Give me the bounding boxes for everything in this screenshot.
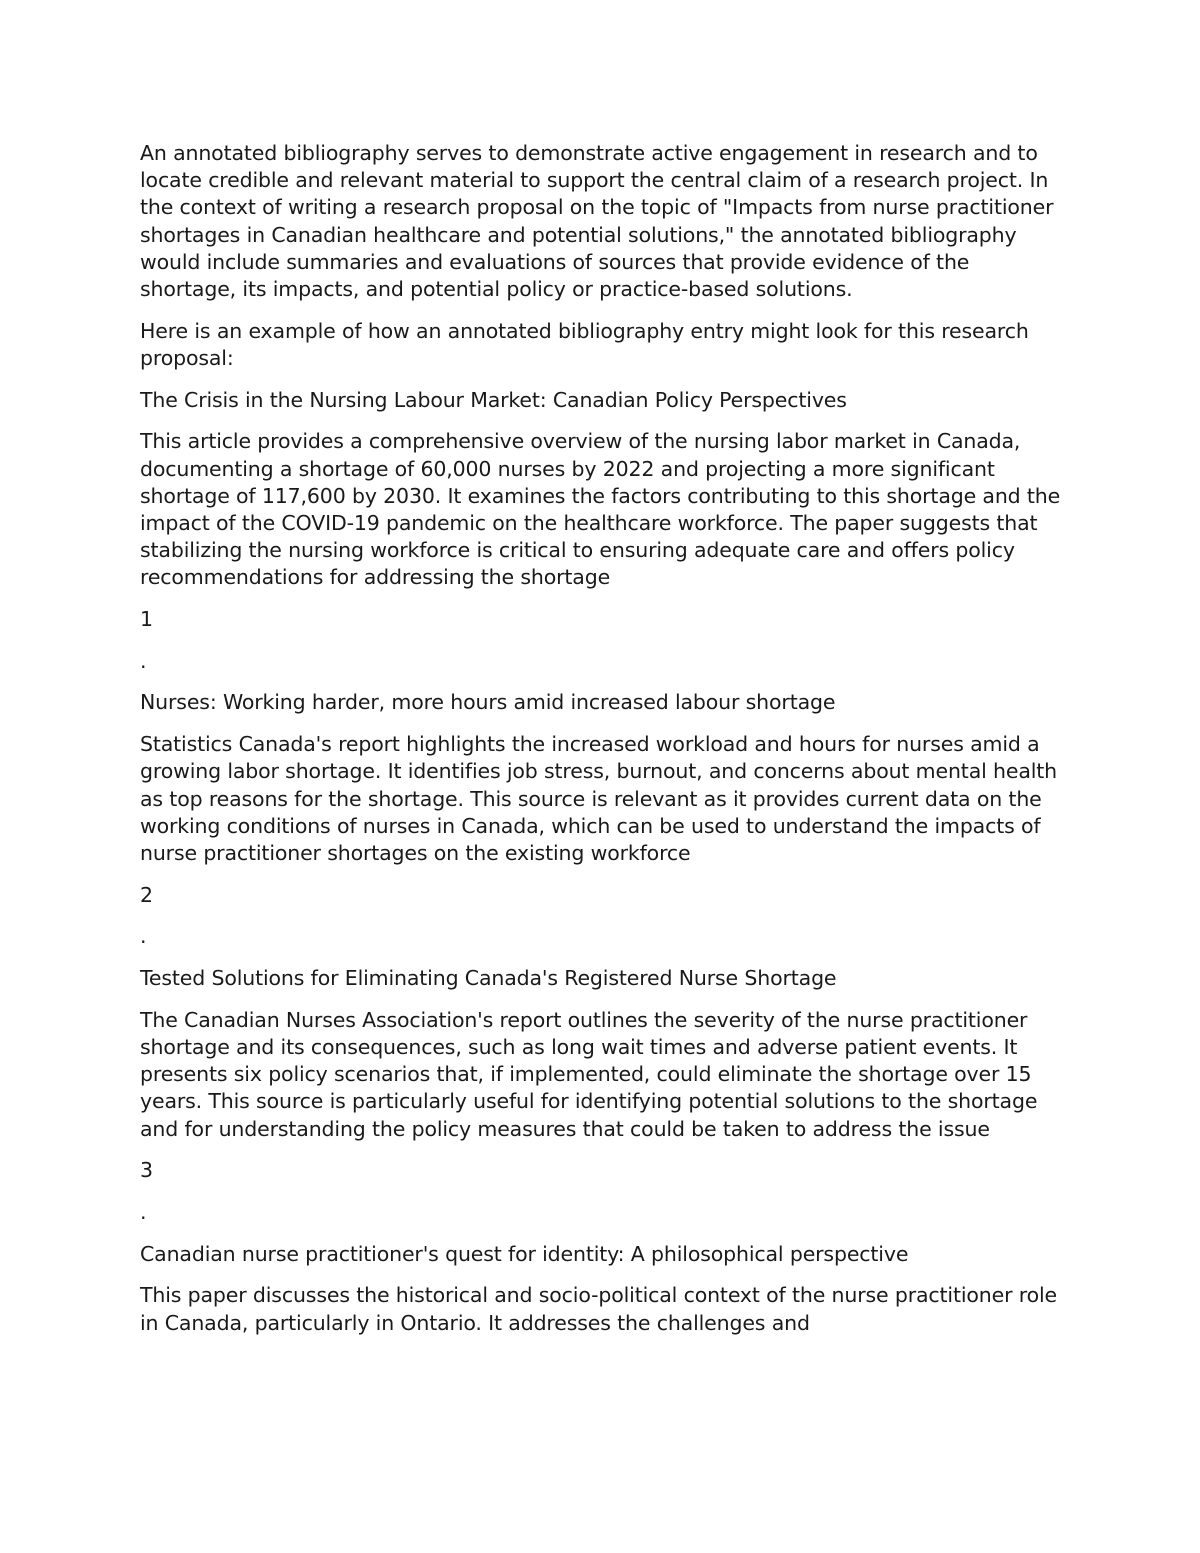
entry-title: The Crisis in the Nursing Labour Market: Canadian Policy Perspectives (140, 387, 847, 412)
bibliography-entry (140, 689, 1065, 950)
entry-reference-number: 3 (140, 1158, 153, 1183)
lead-in-paragraph: Here is an example of how an annotated bibliography entry might look for this research proposal: (140, 318, 1029, 370)
entry-title: Tested Solutions for Eliminating Canada's Registered Nurse Shortage (140, 966, 837, 991)
entry-reference-number: 2 (140, 882, 153, 907)
entry-annotation: Statistics Canada's report highlights the increased workload and hours for nurses amid a growing labor shortage. It identifies job stress, burnout, and concerns about mental health as top reasons for the shortage. This source is relevant as it provides current data on the working conditions of nurses in Canada, which can be used to understand the impacts of nurse practitioner shortages on the existing workforce (140, 732, 1058, 865)
entry-reference-dot: . (140, 1199, 147, 1224)
entry-reference-dot: . (140, 648, 147, 673)
entry-reference-number: 1 (140, 607, 153, 632)
entry-reference-dot: . (140, 924, 147, 949)
entry-annotation: This article provides a comprehensive overview of the nursing labor market in Canada, documenting a shortage of 60,000 nurses by 2022 and projecting a more significant shortage of 117,600 by 2030. It examines the factors contributing to this shortage and the impact of the COVID-19 pandemic on the healthcare workforce. The paper suggests that stabilizing the nursing workforce is critical to ensuring adequate care and offers policy recommendations for addressing the shortage (140, 429, 1061, 590)
bibliography-entry (140, 965, 1065, 1226)
entry-title: Nurses: Working harder, more hours amid increased labour shortage (140, 690, 836, 715)
entry-title: Canadian nurse practitioner's quest for identity: A philosophical perspective (140, 1241, 909, 1266)
document-page (140, 140, 1065, 1351)
intro-paragraph: An annotated bibliography serves to demonstrate active engagement in research and to locate credible and relevant material to support the central claim of a research project. In the context of writing a research proposal on the topic of "Impacts from nurse practitioner shortages in Canadian healthcare and potential solutions," the annotated bibliography would include summaries and evaluations of sources that provide evidence of the shortage, its impacts, and potential policy or practice-based solutions. (140, 141, 1054, 302)
entry-annotation: The Canadian Nurses Association's report outlines the severity of the nurse practitioner shortage and its consequences, such as long wait times and adverse patient events. It presents six policy scenarios that, if implemented, could eliminate the shortage over 15 years. This source is particularly useful for identifying potential solutions to the shortage and for understanding the policy measures that could be taken to address the issue (140, 1007, 1038, 1141)
bibliography-entry (140, 1241, 1065, 1337)
entry-annotation: This paper discusses the historical and socio-political context of the nurse practitioner role in Canada, particularly in Ontario. It addresses the challenges and (140, 1283, 1057, 1335)
bibliography-entry (140, 387, 1065, 675)
